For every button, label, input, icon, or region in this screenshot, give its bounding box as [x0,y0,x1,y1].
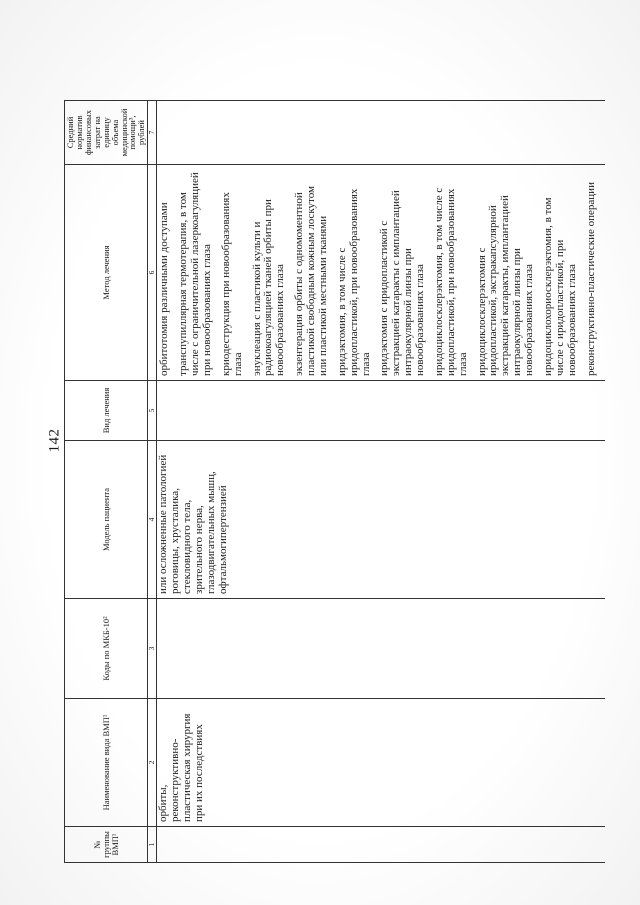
header-icd-codes: Коды по МКБ-10² [65,599,148,699]
header-method: Метод лечения [65,165,148,381]
method-cell [157,165,606,381]
column-number-row [148,101,157,863]
icd-codes-cell [157,599,606,699]
header-patient-model: Модель пациента [65,441,148,599]
header-treatment-type: Вид лечения [65,381,148,441]
column-number: 6 [148,165,157,381]
group-no-cell [157,827,606,863]
method-item: экзентерация орбиты с одномоментной пластикой свободным кожным лоскутом или пластикой местными тканями [293,186,329,376]
column-number: 3 [148,599,157,699]
column-number: 5 [148,381,157,441]
method-item: криодеструкция при новообразованиях глаза [219,192,244,376]
header-group-no: № группы ВМП¹ [65,827,148,863]
method-item: реконструктивно-пластические операции [584,182,597,376]
treatment-type-cell [157,381,606,441]
method-item: энуклеация с пластикой культи и радиокоагуляцией тканей орбиты при новообразованиях глаза [250,199,287,376]
method-item: орбитотомия различными доступами [158,202,171,376]
vmp-type-cell: орбиты, реконструктивно-пластическая хирургия при их последствиях [157,699,606,827]
patient-model-cell: или осложненные патологией роговицы, хрусталика, стекловидного тела, зрительного нерва, глазодвигательных мышц, офтальмогипертензией [157,441,606,599]
column-number: 2 [148,699,157,827]
table-row [157,101,606,863]
column-number: 7 [148,101,157,165]
header-cost: Средний норматив финансовых затрат на единицу объема медицинской помощи³, рублей [65,101,148,165]
rotated-table-sheet [64,13,609,863]
method-item: иридэктомия с иридопластикой с экстракцией катаракты с имплантацией интраокулярной линзы при новообразованиях глаза [378,190,427,376]
method-item: иридоциклосклерэктомия, в том числе с иридопластикой, при новообразованиях глаза [432,187,469,376]
column-number: 1 [148,827,157,863]
cost-cell [157,101,606,165]
column-number: 4 [148,441,157,599]
method-item: иридоциклосклерэктомия с иридопластикой, экстракапсулярной экстракцией катаракты, имплантацией интраокулярной линзы при новообразованиях глаза [475,195,536,376]
header-vmp-type: Наименование вида ВМП¹ [65,699,148,827]
vmp-table [64,100,605,863]
method-item: иридэктомия, в том числе с иридопластикой, при новообразованиях глаза [335,188,372,376]
method-item: иридоциклохориосклерэктомия, в том числе с иридопластикой, при новообразованиях глаза [541,197,578,376]
method-item: транспупиллярная термотерапия, в том числе с ограничительной лазеркоагуляцией при новообразованиях глаза [177,172,213,376]
header-row [65,101,148,863]
page-number: 142 [46,428,63,453]
